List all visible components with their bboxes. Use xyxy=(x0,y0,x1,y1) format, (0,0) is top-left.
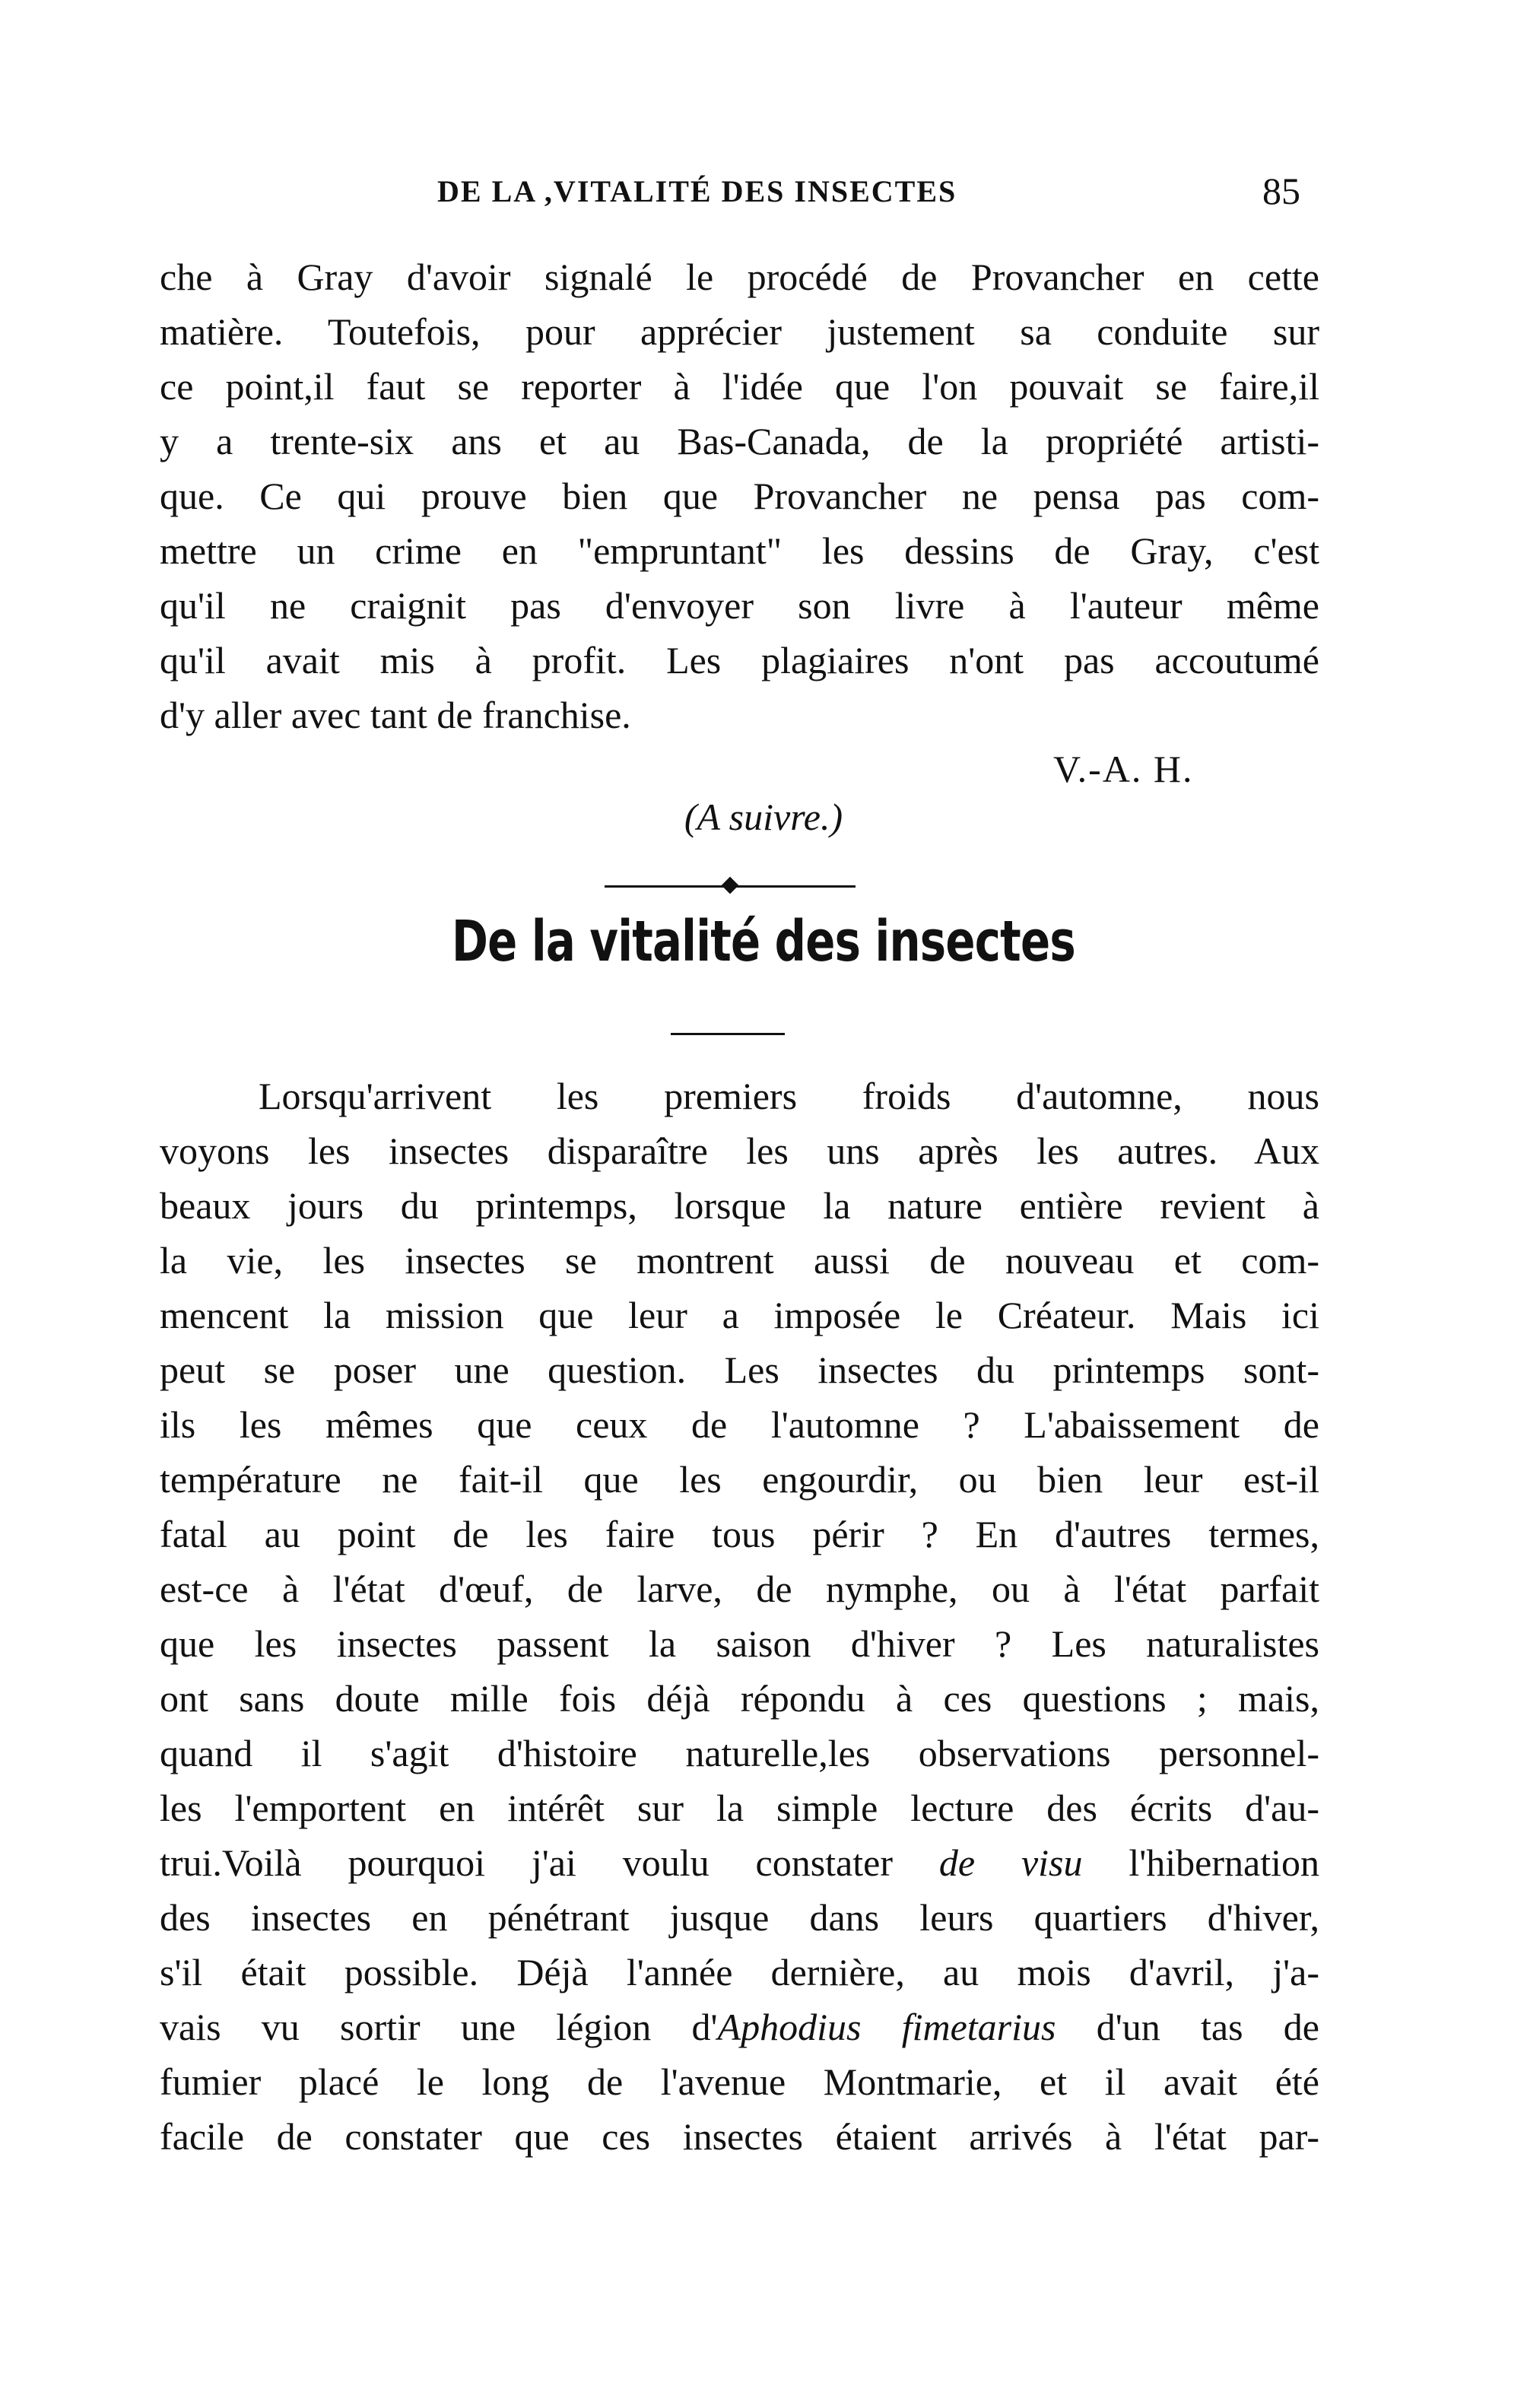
text-line xyxy=(160,1288,1319,1342)
previous-article-text xyxy=(160,249,1319,742)
text-line xyxy=(160,1835,1319,1890)
text-line: qu'il avait mis à profit. Les plagiaires n'ont pas accoutumé xyxy=(160,639,1319,681)
italic-term: de visu xyxy=(938,1841,1083,1884)
text-segment: que les insectes passent la saison d'hiver ? Les naturalistes xyxy=(160,1622,1319,1665)
page-number: 85 xyxy=(1262,170,1300,212)
text-segment: d'un tas de xyxy=(1056,2006,1319,2048)
text-segment: facile de constater que ces insectes étaient arrivés à l'état par- xyxy=(160,2115,1319,2158)
article-body xyxy=(160,1069,1319,2164)
running-title: DE LA ,VITALITÉ DES INSECTES xyxy=(437,174,957,208)
text-segment: fatal au point de les faire tous périr ? En d'autres termes, xyxy=(160,1513,1319,1555)
text-segment: température ne fait-il que les engourdir, ou bien leur est-il xyxy=(160,1458,1319,1501)
text-segment: ils les mêmes que ceux de l'automne ? L'abaissement de xyxy=(160,1403,1319,1446)
text-line: d'y aller avec tant de franchise. xyxy=(160,694,631,736)
text-line: ce point,il faut se reporter à l'idée que l'on pouvait se faire,il xyxy=(160,365,1319,408)
text-line xyxy=(160,1507,1319,1561)
text-line: matière. Toutefois, pour apprécier justement sa conduite sur xyxy=(160,310,1319,353)
text-line: que. Ce qui prouve bien que Provancher ne pensa pas com- xyxy=(160,475,1319,517)
text-line xyxy=(160,1890,1319,1945)
text-segment: trui.Voilà pourquoi j'ai voulu constater xyxy=(160,1841,939,1884)
text-line xyxy=(160,1616,1319,1671)
text-line: qu'il ne craignit pas d'envoyer son livre à l'auteur même xyxy=(160,584,1319,627)
text-line xyxy=(160,2054,1319,2109)
text-segment: Lorsqu'arrivent les premiers froids d'automne, nous xyxy=(259,1075,1319,1117)
text-line: che à Gray d'avoir signalé le procédé de Provancher en cette xyxy=(160,256,1319,298)
text-segment: quand il s'agit d'histoire naturelle,les observations personnel- xyxy=(160,1732,1319,1774)
text-line xyxy=(160,1671,1319,1726)
text-segment: les l'emportent en intérêt sur la simple lecture des écrits d'au- xyxy=(160,1787,1319,1829)
text-line xyxy=(160,1069,1319,1123)
text-line xyxy=(160,2000,1319,2054)
text-line xyxy=(160,1178,1319,1233)
text-line xyxy=(160,1781,1319,1835)
text-segment: fumier placé le long de l'avenue Montmarie, et il avait été xyxy=(160,2060,1319,2103)
text-segment: beaux jours du printemps, lorsque la nature entière revient à xyxy=(160,1184,1319,1227)
text-line xyxy=(160,2109,1319,2164)
text-segment: voyons les insectes disparaître les uns après les autres. Aux xyxy=(160,1129,1319,1172)
ornament-diamond-icon xyxy=(722,877,739,894)
title-rule xyxy=(671,1033,785,1035)
text-line xyxy=(160,1342,1319,1397)
text-line: y a trente-six ans et au Bas-Canada, de la propriété artisti- xyxy=(160,420,1319,462)
to-be-continued: (A suivre.) xyxy=(684,796,843,838)
text-segment: s'il était possible. Déjà l'année dernière, au mois d'avril, j'a- xyxy=(160,1951,1319,1993)
text-line: mettre un crime en "empruntant" les dessins de Gray, c'est xyxy=(160,529,1319,572)
author-signature: V.-A. H. xyxy=(1053,748,1194,790)
text-line xyxy=(160,1726,1319,1781)
text-segment: vais vu sortir une légion d' xyxy=(160,2006,718,2048)
text-line xyxy=(160,1397,1319,1452)
text-segment: est-ce à l'état d'œuf, de larve, de nymphe, ou à l'état parfait xyxy=(160,1568,1319,1610)
text-line xyxy=(160,1233,1319,1288)
text-line xyxy=(160,1945,1319,2000)
text-segment: peut se poser une question. Les insectes du printemps sont- xyxy=(160,1349,1319,1391)
text-segment: la vie, les insectes se montrent aussi de nouveau et com- xyxy=(160,1239,1319,1282)
article-title: De la vitalité des insectes xyxy=(452,909,1075,974)
text-segment: ont sans doute mille fois déjà répondu à ces questions ; mais, xyxy=(160,1677,1319,1720)
text-segment: des insectes en pénétrant jusque dans leurs quartiers d'hiver, xyxy=(160,1896,1319,1939)
text-line xyxy=(160,1452,1319,1507)
italic-term: Aphodius fimetarius xyxy=(717,2006,1056,2048)
text-line xyxy=(160,1123,1319,1178)
text-segment: mencent la mission que leur a imposée le Créateur. Mais ici xyxy=(160,1294,1319,1336)
text-line xyxy=(160,1561,1319,1616)
text-segment: l'hibernation xyxy=(1082,1841,1319,1884)
